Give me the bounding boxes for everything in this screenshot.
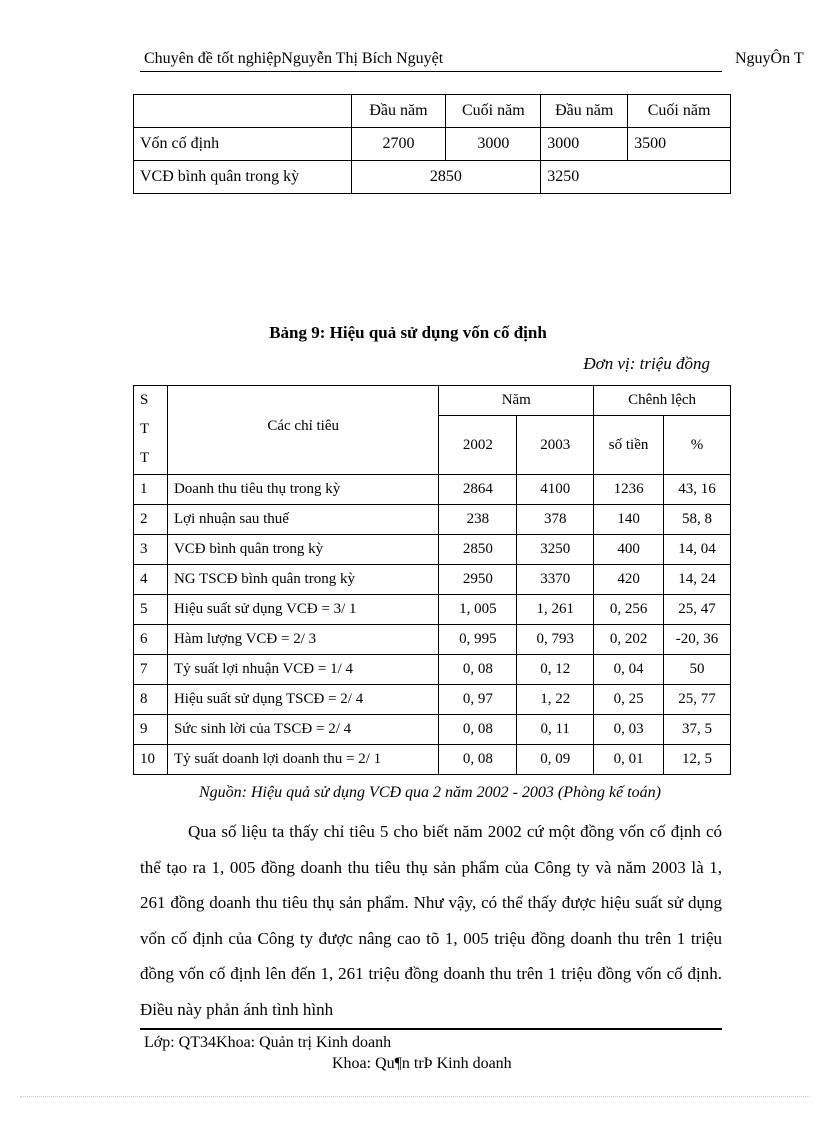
table-cell: 0, 12: [517, 655, 594, 685]
row-index: 6: [134, 625, 168, 655]
row-label: Sức sinh lời của TSCĐ = 2/ 4: [167, 715, 438, 745]
table-cell: 378: [517, 505, 594, 535]
table-title: Bảng 9: Hiệu quả sử dụng vốn cố định: [269, 323, 547, 342]
table-row: [134, 685, 731, 715]
row-label: VCĐ bình quân trong kỳ: [167, 535, 438, 565]
row-index: 5: [134, 595, 168, 625]
page-edge-line: [20, 1096, 810, 1097]
table-cell: 58, 8: [664, 505, 731, 535]
table-cell: 420: [594, 565, 664, 595]
row-label: Tỷ suất doanh lợi doanh thu = 2/ 1: [167, 745, 438, 775]
table-cell: 0, 793: [517, 625, 594, 655]
row-index: 3: [134, 535, 168, 565]
table-cell: 1, 22: [517, 685, 594, 715]
table-cell: [134, 95, 352, 128]
table-cell: 50: [664, 655, 731, 685]
row-label: Hiệu suất sử dụng VCĐ = 3/ 1: [167, 595, 438, 625]
row-index: 9: [134, 715, 168, 745]
row-index: 1: [134, 475, 168, 505]
amount-header: số tiền: [594, 416, 664, 475]
table-cell: 43, 16: [664, 475, 731, 505]
difference-group-header: Chênh lệch: [594, 386, 731, 416]
table-cell: 3000: [541, 128, 628, 161]
table-cell: 0, 25: [594, 685, 664, 715]
table-cell: -20, 36: [664, 625, 731, 655]
stt-header-char: T: [140, 421, 150, 437]
running-header-left: Chuyên đề tốt nghiệpNguyễn Thị Bích Nguyệt: [144, 50, 444, 67]
table-row: [134, 535, 731, 565]
table-cell: 0, 202: [594, 625, 664, 655]
column-header: Cuối năm: [446, 95, 541, 128]
table-cell: 0, 97: [439, 685, 517, 715]
table-cell: 3250: [541, 161, 731, 194]
row-index: 8: [134, 685, 168, 715]
table-cell: 0, 995: [439, 625, 517, 655]
stt-header: [134, 386, 168, 475]
table-cell: 4100: [517, 475, 594, 505]
table-cell: 1, 005: [439, 595, 517, 625]
table-header-row: [134, 386, 731, 416]
table-row: [134, 745, 731, 775]
table-row: [134, 655, 731, 685]
fixed-capital-efficiency-table: [133, 385, 731, 775]
row-index: 4: [134, 565, 168, 595]
table-cell: 14, 24: [664, 565, 731, 595]
table-cell: 12, 5: [664, 745, 731, 775]
row-index: 10: [134, 745, 168, 775]
table-body: [134, 475, 731, 775]
table-cell: 2850: [351, 161, 541, 194]
fixed-capital-table: [133, 94, 731, 194]
table-cell: 14, 04: [664, 535, 731, 565]
table-cell: 238: [439, 505, 517, 535]
year-2002-header: 2002: [439, 416, 517, 475]
table-row: [134, 625, 731, 655]
table-cell: 2950: [439, 565, 517, 595]
body-paragraph: [140, 814, 722, 1027]
table-cell: 3370: [517, 565, 594, 595]
table-row: [134, 565, 731, 595]
row-label: Doanh thu tiêu thụ trong kỳ: [167, 475, 438, 505]
table-row: [134, 475, 731, 505]
footer-line-2: Khoa: Qu¶n trÞ Kinh doanh: [332, 1055, 512, 1072]
table-cell: 140: [594, 505, 664, 535]
table-cell: 0, 256: [594, 595, 664, 625]
table-cell: 1236: [594, 475, 664, 505]
row-label: Tỷ suất lợi nhuận VCĐ = 1/ 4: [167, 655, 438, 685]
row-label: VCĐ bình quân trong kỳ: [134, 161, 352, 194]
row-label: Vốn cố định: [134, 128, 352, 161]
table-cell: 3000: [446, 128, 541, 161]
year-2003-header: 2003: [517, 416, 594, 475]
table-cell: 25, 77: [664, 685, 731, 715]
table-cell: 3250: [517, 535, 594, 565]
row-label: Hiệu suất sử dụng TSCĐ = 2/ 4: [167, 685, 438, 715]
table-row: [134, 161, 731, 194]
table-cell: 400: [594, 535, 664, 565]
table-cell: 0, 03: [594, 715, 664, 745]
table-cell: 2850: [439, 535, 517, 565]
stt-header-char: S: [140, 392, 149, 408]
table-source: Nguồn: Hiệu quả sử dụng VCĐ qua 2 năm 2002 - 2003 (Phòng kế toán): [198, 784, 661, 801]
table-cell: 3500: [628, 128, 731, 161]
stt-header-char: T: [140, 450, 150, 466]
table-cell: 0, 08: [439, 655, 517, 685]
table-row: [134, 505, 731, 535]
percent-header: %: [664, 416, 731, 475]
header-rule: [140, 71, 722, 72]
row-index: 2: [134, 505, 168, 535]
table-cell: 0, 08: [439, 715, 517, 745]
table-cell: 2864: [439, 475, 517, 505]
column-header: Cuối năm: [628, 95, 731, 128]
row-label: Hàm lượng VCĐ = 2/ 3: [167, 625, 438, 655]
footer-line-1: Lớp: QT34Khoa: Quản trị Kinh doanh: [144, 1034, 392, 1051]
paragraph-text: Qua số liệu ta thấy chỉ tiêu 5 cho biết năm 2002 cứ một đồng vốn cố định có thể tạo ra 1, 005 đồng doanh thu tiêu thụ sản phẩm của Công ty và năm 2003 là 1, 261 đồng doanh thu tiêu thụ sản phẩm. Như vậy, có thể thấy được hiệu suất sử dụng vốn cố định của Công ty được nâng cao tõ 1, 005 triệu đồng doanh thu trên 1 triệu đồng vốn cố định lên đến 1, 261 triệu đồng doanh thu trên 1 triệu đồng vốn cố định. Điều này phản ánh tình hình: [140, 822, 722, 1019]
year-group-header: Năm: [439, 386, 594, 416]
table-cell: 0, 11: [517, 715, 594, 745]
table-row: [134, 715, 731, 745]
footer-rule: [140, 1028, 722, 1030]
column-header: Đầu năm: [351, 95, 446, 128]
table-row: [134, 128, 731, 161]
table-row: [134, 595, 731, 625]
row-label: NG TSCĐ bình quân trong kỳ: [167, 565, 438, 595]
unit-label: Đơn vị: triệu đồng: [583, 354, 710, 373]
row-label: Lợi nhuận sau thuế: [167, 505, 438, 535]
table-cell: 25, 47: [664, 595, 731, 625]
table-cell: 2700: [351, 128, 446, 161]
table-cell: 0, 09: [517, 745, 594, 775]
column-header: Đầu năm: [541, 95, 628, 128]
table-cell: 1, 261: [517, 595, 594, 625]
table-cell: 0, 04: [594, 655, 664, 685]
row-index: 7: [134, 655, 168, 685]
table-cell: 0, 01: [594, 745, 664, 775]
table-cell: 37, 5: [664, 715, 731, 745]
running-header-right: NguyÔn T: [735, 50, 804, 67]
indicator-header: Các chỉ tiêu: [167, 386, 438, 475]
table-cell: 0, 08: [439, 745, 517, 775]
table-row: [134, 95, 731, 128]
